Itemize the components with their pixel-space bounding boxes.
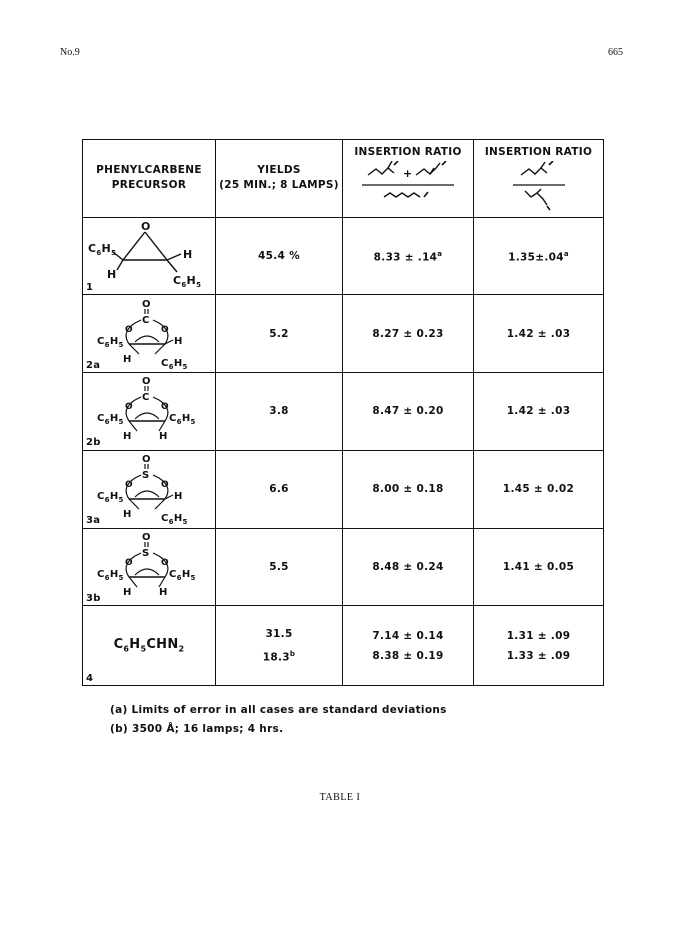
results-table xyxy=(82,139,604,686)
svg-text:O: O xyxy=(142,531,151,543)
ratio2-cell: 1.42 ± .03 xyxy=(474,373,604,451)
compound-id: 1 xyxy=(86,282,94,294)
svg-text:S: S xyxy=(142,547,150,559)
svg-text:O: O xyxy=(161,402,169,413)
table-caption: TABLE I xyxy=(319,792,361,803)
svg-text:O: O xyxy=(125,402,133,413)
svg-text:H: H xyxy=(123,586,132,598)
yield-cell: 5.5 xyxy=(216,528,343,606)
svg-text:H: H xyxy=(107,268,117,282)
table-row xyxy=(83,373,604,451)
svg-text:C6H5: $C_6H_5$ xyxy=(97,413,124,427)
svg-text:H: H xyxy=(159,586,168,598)
svg-text:+: + xyxy=(403,167,413,180)
yield-cell: 45.4 % xyxy=(216,217,343,295)
svg-text:H: H xyxy=(183,248,193,262)
yield-cell: 5.2 xyxy=(216,295,343,373)
svg-text:O: O xyxy=(161,324,169,335)
ratio1-formula-diagram xyxy=(360,161,456,211)
precursor-structure-cell xyxy=(83,528,216,606)
compound-id: 3a xyxy=(86,515,101,527)
svg-text:O: O xyxy=(141,220,151,234)
sulfite-structure xyxy=(83,451,216,527)
table-row xyxy=(83,528,604,606)
table-footnotes xyxy=(110,701,447,739)
ratio2-formula-diagram xyxy=(491,161,587,211)
ratio2-header: INSERTION RATIO xyxy=(474,140,604,218)
precursor-structure-cell xyxy=(83,295,216,373)
yields-header: YIELDS (25 MIN.; 8 LAMPS) xyxy=(216,140,343,218)
ratio1-cell: 8.33 ± .14$^a$ xyxy=(343,217,474,295)
yield-cell: 6.6 xyxy=(216,450,343,528)
yield-cell: 3.8 xyxy=(216,373,343,451)
footnote-b: (b) 3500 Å; 16 lamps; 4 hrs. xyxy=(110,723,284,735)
table-row xyxy=(83,606,604,686)
ratio1-header: INSERTION RATIO + xyxy=(343,140,474,218)
ratio2-cell: 1.35±.04$^a$ xyxy=(474,217,604,295)
svg-text:C6H5: $C_6H_5$ xyxy=(161,513,188,527)
yield-cell: 31.5 18.3$^b$ xyxy=(216,606,343,686)
svg-text:O: O xyxy=(142,454,151,466)
svg-text:H: H xyxy=(123,353,132,365)
ratio1-cell: 7.14 ± 0.14 8.38 ± 0.19 xyxy=(343,606,474,686)
ratio1-cell: 8.47 ± 0.20 xyxy=(343,373,474,451)
table-row xyxy=(83,295,604,373)
journal-issue: No.9 xyxy=(60,47,80,58)
ratio1-cell: 8.27 ± 0.23 xyxy=(343,295,474,373)
precursor-structure-cell xyxy=(83,450,216,528)
svg-text:H: H xyxy=(123,431,132,443)
svg-text:O: O xyxy=(125,480,133,491)
diazo-formula: $C_6H_5CHN_2$ xyxy=(113,636,185,654)
svg-text:O: O xyxy=(125,557,133,568)
carbonate-structure xyxy=(83,373,216,449)
compound-id: 4 xyxy=(86,672,94,684)
svg-text:C6H5: $C_6H_5$ xyxy=(97,568,124,582)
table-row xyxy=(83,217,604,295)
ratio2-cell: 1.31 ± .09 1.33 ± .09 xyxy=(474,606,604,686)
compound-id: 2b xyxy=(86,437,101,449)
svg-text:C6H5: $C_6H_5$ xyxy=(161,357,188,371)
compound-id: 3b xyxy=(86,592,101,604)
svg-text:C6H5: $C_6H_5$ xyxy=(97,335,124,349)
compound-id: 2a xyxy=(86,359,101,371)
ratio1-cell: 8.48 ± 0.24 xyxy=(343,528,474,606)
precursor-structure-cell xyxy=(83,217,216,295)
svg-text:H: H xyxy=(174,335,183,347)
svg-text:O: O xyxy=(142,376,151,388)
precursor-header: PHENYLCARBENE PRECURSOR xyxy=(83,140,216,218)
svg-text:C6H5: $C_6H_5$ xyxy=(169,568,196,582)
svg-text:O: O xyxy=(142,298,151,310)
svg-text:H: H xyxy=(159,431,168,443)
svg-text:C: C xyxy=(142,314,150,326)
svg-text:C6H5: $C_6H_5$ xyxy=(97,491,124,505)
carbonate-structure xyxy=(83,296,216,372)
svg-text:C6H5: $C_6H_5$ xyxy=(169,413,196,427)
page-number: 665 xyxy=(608,47,623,58)
ratio2-cell: 1.41 ± 0.05 xyxy=(474,528,604,606)
precursor-formula-cell xyxy=(83,606,216,686)
sulfite-structure xyxy=(83,529,216,605)
footnote-a: (a) Limits of error in all cases are standard deviations xyxy=(110,704,447,716)
precursor-structure-cell xyxy=(83,373,216,451)
svg-text:C6H5: $C_6H_5$ xyxy=(88,242,117,258)
svg-text:C: C xyxy=(142,392,150,404)
svg-text:H: H xyxy=(123,509,132,521)
svg-text:C6H5: $C_6H_5$ xyxy=(173,274,202,290)
svg-text:O: O xyxy=(125,324,133,335)
table-row xyxy=(83,450,604,528)
ratio2-cell: 1.42 ± .03 xyxy=(474,295,604,373)
svg-text:O: O xyxy=(161,557,169,568)
svg-text:H: H xyxy=(174,491,183,503)
ratio2-cell: 1.45 ± 0.02 xyxy=(474,450,604,528)
epoxide-structure xyxy=(83,218,216,294)
table-header-row xyxy=(83,140,604,218)
svg-text:S: S xyxy=(142,470,150,482)
ratio1-cell: 8.00 ± 0.18 xyxy=(343,450,474,528)
svg-text:O: O xyxy=(161,480,169,491)
